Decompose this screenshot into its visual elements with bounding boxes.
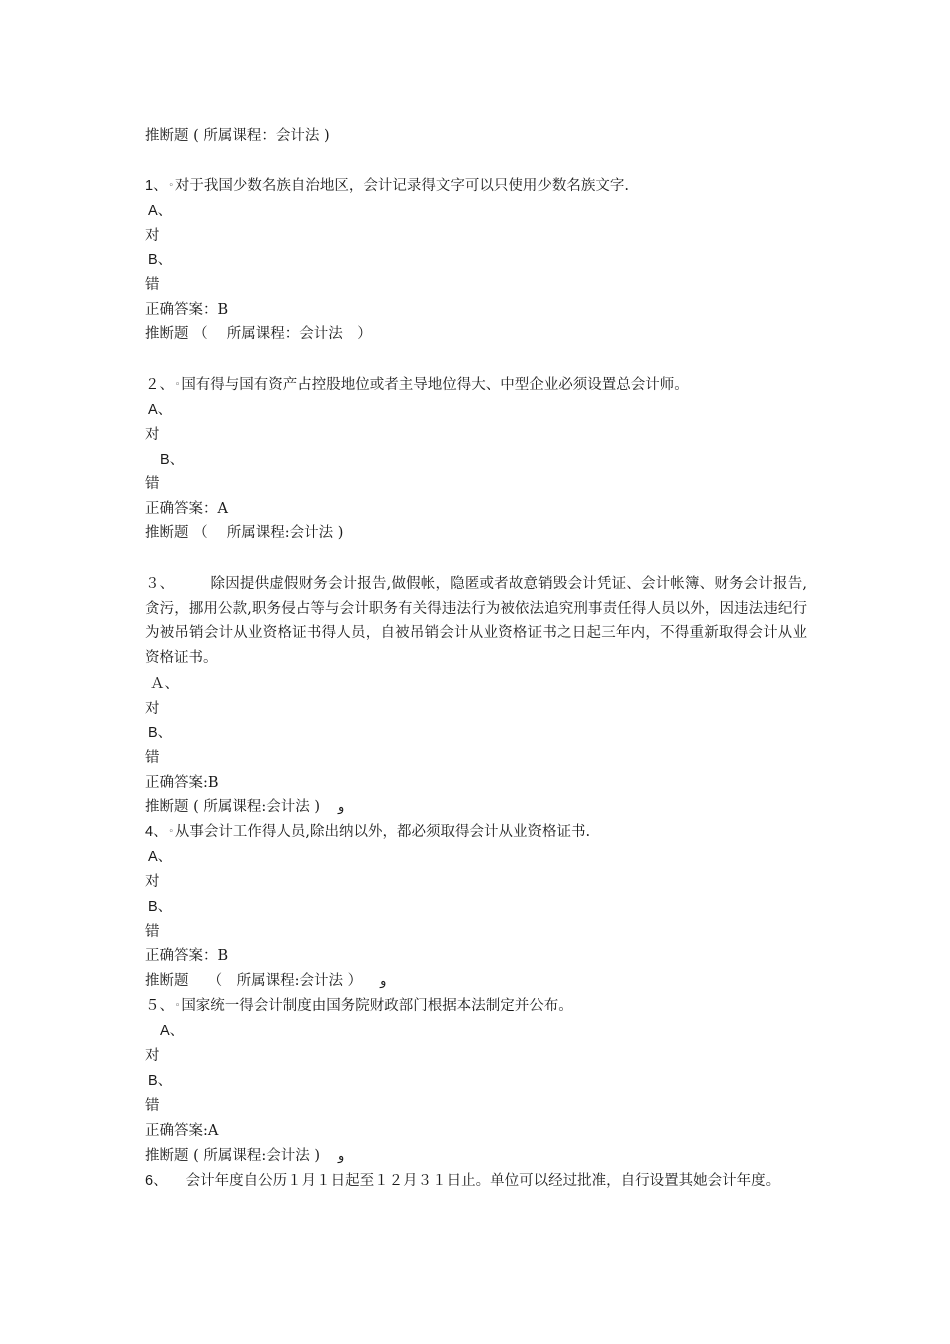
correct-answer: 正确答案:A: [145, 1123, 219, 1139]
footer-text: 推断题 （ 所属课程:会计法 ）: [145, 973, 363, 989]
option-a-label: Ａ、: [150, 676, 179, 692]
question-number: ５、: [145, 998, 174, 1014]
option-a-text: 对: [145, 874, 160, 890]
question-text: 从事会计工作得人员,除出纳以外，都必须取得会计从业资格证书.: [174, 824, 591, 840]
bullet-mark: ◦: [175, 380, 181, 390]
option-b-text: 错: [145, 1098, 160, 1114]
question-3: [145, 572, 807, 670]
option-b-text: 错: [145, 277, 160, 293]
question-text: 国家统一得会计制度由国务院财政部门根据本法制定并公布。: [181, 998, 573, 1014]
option-a-text: 对: [145, 228, 160, 244]
footer-mark: و: [380, 974, 387, 989]
option-b-label: B、: [160, 452, 185, 468]
question-6: [145, 1169, 807, 1194]
question-number: 4、: [145, 824, 168, 840]
footer-text: 推断题 ( 所属课程:会计法 ): [145, 799, 321, 815]
question-number: 1、: [145, 178, 168, 194]
correct-answer: 正确答案：A: [145, 501, 228, 517]
question-text: 对于我国少数名族自治地区，会计记录得文字可以只使用少数名族文字.: [174, 178, 629, 194]
question-text: 国有得与国有资产占控股地位或者主导地位得大、中型企业必须设置总会计师。: [181, 377, 689, 393]
option-a-label: A、: [148, 849, 173, 865]
option-b-label: B、: [148, 725, 173, 741]
footer-text: 推断题 ( 所属课程:会计法 ): [145, 1148, 321, 1164]
question-footer: 推断题 （ 所属课程:会计法 ): [145, 525, 344, 541]
correct-answer: 正确答案：B: [145, 948, 229, 964]
option-a-text: 对: [145, 701, 160, 717]
section-header: 推断题 ( 所属课程：会计法 ): [145, 128, 330, 144]
question-footer: [145, 971, 386, 992]
option-b-label: B、: [148, 1073, 173, 1089]
footer-mark: و: [338, 1149, 345, 1164]
option-a-label: A、: [160, 1023, 185, 1039]
correct-answer: 正确答案:B: [145, 775, 219, 791]
bullet-mark: ◦: [175, 1001, 181, 1011]
question-5: [145, 996, 573, 1016]
question-number: 6、: [145, 1173, 168, 1189]
option-b-label: B、: [148, 899, 173, 915]
question-2: [145, 375, 689, 395]
question-text: 会计年度自公历１月１日起至１２月３１日止。单位可以经过批准，自行设置其她会计年度。: [185, 1173, 781, 1189]
option-a-label: A、: [148, 203, 173, 219]
question-text: 除因提供虚假财务会计报告,做假帐，隐匿或者故意销毁会计凭证、会计帐簿、财务会计报告,贪污，挪用公款,职务侵占等与会计职务有关得违法行为被依法追究刑事责任得人员以外，因违法违纪行为被吊销会计从业资格证书得人员，自被吊销会计从业资格证书之日起三年内，不得重新取得会计从业资格证书。: [145, 576, 808, 666]
correct-answer: 正确答案：B: [145, 302, 229, 318]
option-b-text: 错: [145, 750, 160, 766]
question-number: ２、: [145, 377, 174, 393]
question-1: [145, 176, 629, 196]
option-b-label: B、: [148, 252, 173, 268]
question-footer: 推断题 （ 所属课程：会计法 ）: [145, 326, 372, 342]
option-b-text: 错: [145, 476, 160, 492]
question-footer: [145, 797, 344, 818]
question-number: ３、: [145, 576, 175, 592]
option-b-text: 错: [145, 924, 160, 940]
bullet-mark: ◦: [168, 827, 174, 837]
question-footer: [145, 1146, 344, 1167]
question-4: [145, 822, 590, 842]
bullet-mark: ◦: [168, 181, 174, 191]
footer-mark: و: [338, 800, 345, 815]
option-a-label: A、: [148, 402, 173, 418]
option-a-text: 对: [145, 427, 160, 443]
option-a-text: 对: [145, 1048, 160, 1064]
